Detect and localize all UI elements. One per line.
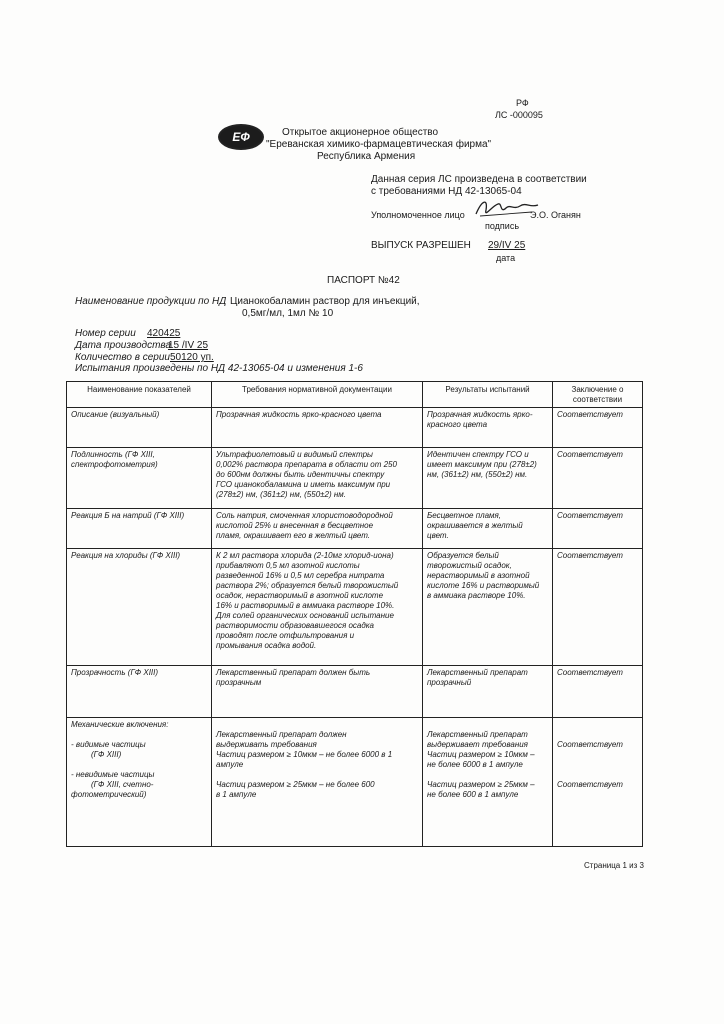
release-date: 29/IV 25 — [488, 240, 526, 251]
mech-visible-name: - видимые частицы — [71, 740, 146, 749]
production-date-label: Дата производства — [75, 340, 171, 351]
row-requirement: Лекарственный препарат должен быть — [216, 668, 371, 677]
row-requirement: Прозрачная жидкость ярко-красного цвета — [216, 410, 382, 419]
row-requirement: Ультрафиолетовый и видимый спектры — [216, 450, 373, 459]
doc-registration-code: ЛС -000095 — [495, 110, 543, 120]
row-requirement: проводят после отфильтрования и — [216, 631, 355, 640]
row-name: Описание (визуальный) — [71, 410, 160, 419]
mech-req-intro: выдерживать требования — [216, 740, 317, 749]
row-result: красного цвета — [427, 420, 488, 429]
row-requirement: осадок, нерастворимый в азотной кислоте — [216, 591, 384, 600]
row-requirement: 16% и растворимый в аммиака растворе 10%. — [216, 601, 395, 610]
product-label: Наименование продукции по НД — [75, 296, 227, 307]
table-row — [67, 666, 643, 718]
header-indicator: Наименование показателей — [67, 382, 212, 408]
row-result: нерастворимый в азотной — [427, 571, 530, 580]
mech-res-invisible: не более 600 в 1 ампуле — [427, 790, 519, 799]
row-result: нм, (361±2) нм, (550±2) нм. — [427, 470, 528, 479]
row-result: в аммиака растворе 10%. — [427, 591, 526, 600]
row-requirement: 0,002% раствора препарата в области от 250 — [216, 460, 397, 469]
page-number: Страница 1 из 3 — [584, 861, 644, 870]
row-result: окрашивается в желтый — [427, 521, 523, 530]
mech-res-intro: выдерживает требования — [427, 740, 528, 749]
series-value: 420425 — [147, 328, 181, 339]
company-logo: ЕФ — [218, 124, 264, 150]
row-requirement: промывания осадка водой. — [216, 641, 317, 650]
passport-title: ПАСПОРТ №42 — [327, 275, 400, 286]
product-name-line-2: 0,5мг/мл, 1мл № 10 — [242, 308, 334, 319]
row-result: Бесцветное пламя, — [427, 511, 502, 520]
series-label: Номер серии — [75, 328, 136, 339]
row-conclusion: Соответствует — [557, 410, 623, 419]
row-name: спектрофотометрия) — [71, 460, 158, 469]
company-line-2: "Ереванская химико-фармацевтическая фирма" — [266, 139, 492, 150]
doc-country-code: РФ — [516, 98, 529, 108]
row-requirement: (278±2) нм, (361±2) нм, (550±2) нм. — [216, 490, 346, 499]
header-results: Результаты испытаний — [423, 382, 553, 408]
row-requirement: растворимости образовавшегося осадка — [216, 621, 374, 630]
header-conclusion: Заключение о соответствии — [553, 382, 643, 408]
row-requirement: К 2 мл раствора хлорида (2-10мг хлорид-иона) — [216, 551, 394, 560]
row-requirement: разведенной 16% и 0,5 мл серебра нитрата — [216, 571, 385, 580]
mech-concl-invisible: Соответствует — [557, 780, 623, 789]
row-result: имеет максимум при (278±2) — [427, 460, 537, 469]
row-requirement: прозрачным — [216, 678, 262, 687]
table-row — [67, 408, 643, 448]
mech-req-invisible: в 1 ампуле — [216, 790, 257, 799]
row-conclusion: Соответствует — [557, 511, 623, 520]
row-result: Идентичен спектру ГСО и — [427, 450, 529, 459]
table-row — [67, 549, 643, 666]
row-requirement: Соль натрия, смоченная хлористоводородной — [216, 511, 393, 520]
row-conclusion: Соответствует — [557, 668, 623, 677]
mech-res-invisible: Частиц размером ≥ 25мкм – — [427, 780, 535, 789]
mech-title: Механические включения: — [71, 720, 169, 729]
mech-req-visible: Частиц размером ≥ 10мкм – не более 6000 в 1 — [216, 750, 393, 759]
table-header-row — [67, 382, 643, 408]
approval-line-2: с требованиями НД 42-13065-04 — [371, 186, 522, 197]
specification-table — [66, 381, 643, 847]
table-row — [67, 448, 643, 509]
row-conclusion: Соответствует — [557, 551, 623, 560]
release-label: ВЫПУСК РАЗРЕШЕН — [371, 240, 471, 251]
approval-line-1: Данная серия ЛС произведена в соответствии — [371, 174, 587, 185]
quantity-label: Количество в серии — [75, 352, 170, 363]
mech-res-visible: не более 6000 в 1 ампуле — [427, 760, 523, 769]
row-requirement: до 600нм должны быть идентичны спектру — [216, 470, 385, 479]
mech-res-visible: Частиц размером ≥ 10мкм – — [427, 750, 535, 759]
mech-visible-name: (ГФ XIII) — [91, 750, 122, 759]
row-requirement: прибавляют 0,5 мл азотной кислоты — [216, 561, 360, 570]
row-requirement: кислотой 25% и внесенная в бесцветное — [216, 521, 374, 530]
row-requirement: ГСО цианокобаламина и иметь максимум при — [216, 480, 391, 489]
mech-req-invisible: Частиц размером ≥ 25мкм – не более 600 — [216, 780, 375, 789]
mech-invisible-name: (ГФ XIII, счетно- — [91, 780, 154, 789]
mech-concl-visible: Соответствует — [557, 740, 623, 749]
mech-invisible-name: фотометрический) — [71, 790, 147, 799]
product-name-line-1: Цианокобаламин раствор для инъекций, — [230, 296, 420, 307]
signature-label: подпись — [485, 221, 520, 231]
authorized-name: Э.О. Оганян — [530, 210, 581, 220]
mech-res-intro: Лекарственный препарат — [427, 730, 528, 739]
row-name: Реакция на хлориды (ГФ XIII) — [71, 551, 181, 560]
row-conclusion: Соответствует — [557, 450, 623, 459]
tests-label: Испытания произведены по НД 42-13065-04 и изменения 1-6 — [75, 363, 363, 374]
authorized-label: Уполномоченное лицо — [371, 210, 465, 220]
row-name: Прозрачность (ГФ XIII) — [71, 668, 159, 677]
row-requirement: Для солей органических оснований испытание — [216, 611, 394, 620]
mech-invisible-name: - невидимые частицы — [71, 770, 155, 779]
table-row — [67, 509, 643, 549]
row-requirement: пламя, окрашивает его в желтый цвет. — [216, 531, 371, 540]
row-result: Прозрачная жидкость ярко- — [427, 410, 533, 419]
row-result: цвет. — [427, 531, 449, 540]
mech-req-intro: Лекарственный препарат должен — [216, 730, 347, 739]
row-result: кислоте 16% и растворимый — [427, 581, 540, 590]
mech-req-visible: ампуле — [216, 760, 244, 769]
row-name: Подлинность (ГФ XIII, — [71, 450, 155, 459]
table-row-mechanical — [67, 718, 643, 847]
row-result: Образуется белый — [427, 551, 499, 560]
header-requirements: Требования нормативной документации — [212, 382, 423, 408]
company-line-1: Открытое акционерное общество — [282, 127, 439, 138]
production-date-value: 15 /IV 25 — [168, 340, 209, 351]
row-result: Лекарственный препарат — [427, 668, 528, 677]
row-requirement: раствора 2%; образуется белый творожистый — [216, 581, 399, 590]
row-result: прозрачный — [427, 678, 472, 687]
row-result: творожистый осадок, — [427, 561, 512, 570]
row-name: Реакция Б на натрий (ГФ XIII) — [71, 511, 185, 520]
release-date-label: дата — [496, 253, 516, 263]
company-line-3: Республика Армения — [317, 151, 416, 162]
quantity-value: 50120 уп. — [170, 352, 214, 363]
